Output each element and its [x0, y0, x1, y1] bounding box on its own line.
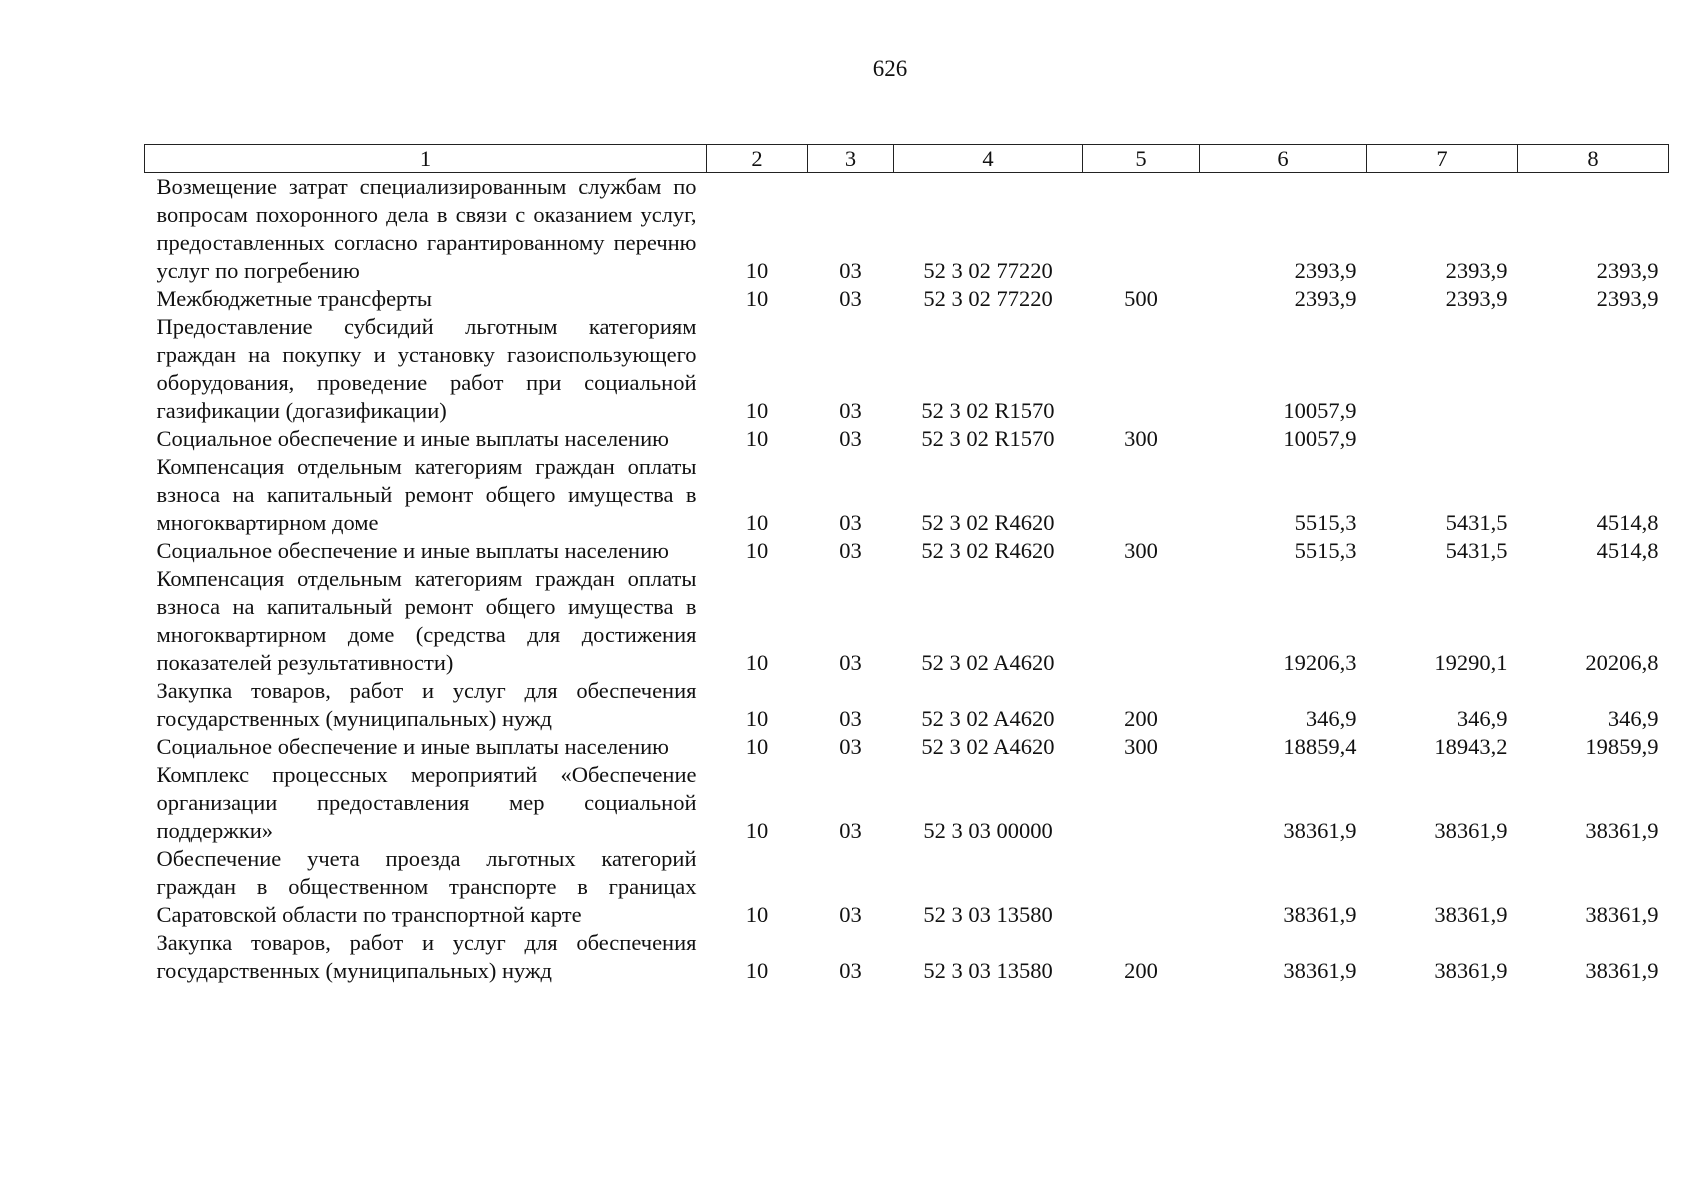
row-value-6: 38361,9 [1283, 958, 1357, 983]
row-target-code: 52 3 02 R1570 [921, 426, 1055, 451]
row-subsection: 03 [839, 958, 862, 983]
row-name: Социальное обеспечение и иные выплаты населению [156, 538, 669, 563]
row-section: 10 [745, 958, 769, 983]
row-expense-type [1083, 173, 1200, 286]
row-target-code: 52 3 02 R1570 [921, 398, 1055, 423]
row-value-7: 38361,9 [1434, 818, 1508, 843]
row-subsection: 03 [839, 398, 862, 423]
row-target-code: 52 3 03 13580 [923, 958, 1053, 983]
row-value-7: 2393,9 [1445, 258, 1508, 283]
column-header-8: 8 [1518, 145, 1669, 173]
row-expense-type [1083, 453, 1200, 537]
row-expense-type: 300 [1124, 734, 1158, 759]
row-value-7: 5431,5 [1445, 510, 1508, 535]
row-section: 10 [745, 902, 769, 927]
row-name: Закупка товаров, работ и услуг для обеспечения государственных (муниципальных) нужд [156, 678, 697, 731]
row-value-7: 19290,1 [1434, 650, 1508, 675]
row-section: 10 [745, 706, 769, 731]
row-subsection: 03 [839, 818, 862, 843]
row-subsection: 03 [839, 902, 862, 927]
table-body [145, 173, 1669, 986]
table-row [145, 565, 1669, 677]
row-section: 10 [745, 818, 769, 843]
row-name: Комплекс процессных мероприятий «Обеспечение организации предоставления мер социальной поддержки» [156, 762, 697, 843]
row-subsection: 03 [839, 286, 862, 311]
row-value-8: 4514,8 [1596, 538, 1659, 563]
row-name: Социальное обеспечение и иные выплаты населению [156, 734, 669, 759]
table-row [145, 929, 1669, 985]
row-section: 10 [745, 734, 769, 759]
row-section: 10 [745, 258, 769, 283]
row-value-6: 346,9 [1305, 706, 1357, 731]
row-name: Компенсация отдельным категориям граждан оплаты взноса на капитальный ремонт общего имущества в многоквартирном доме (средства для достижения показателей результативности) [156, 566, 697, 675]
table-row [145, 173, 1669, 286]
row-value-8: 38361,9 [1585, 902, 1659, 927]
row-value-6: 38361,9 [1283, 902, 1357, 927]
row-section: 10 [745, 650, 769, 675]
row-target-code: 52 3 02 77220 [923, 286, 1053, 311]
row-value-6: 10057,9 [1283, 426, 1357, 451]
row-value-8: 38361,9 [1585, 818, 1659, 843]
row-value-6: 2393,9 [1294, 286, 1357, 311]
row-value-8: 2393,9 [1596, 258, 1659, 283]
row-value-6: 19206,3 [1283, 650, 1357, 675]
row-value-8 [1518, 313, 1669, 425]
row-subsection: 03 [839, 538, 862, 563]
table-row [145, 845, 1669, 929]
row-section: 10 [745, 538, 769, 563]
row-expense-type: 200 [1124, 958, 1158, 983]
row-value-6: 5515,3 [1294, 510, 1357, 535]
row-subsection: 03 [839, 706, 862, 731]
page-number: 626 [872, 56, 908, 81]
table-row [145, 677, 1669, 733]
row-section: 10 [745, 426, 769, 451]
row-name: Компенсация отдельным категориям граждан оплаты взноса на капитальный ремонт общего имущества в многоквартирном доме [156, 454, 697, 535]
row-expense-type: 300 [1124, 426, 1158, 451]
row-subsection: 03 [839, 258, 862, 283]
column-header-5: 5 [1083, 145, 1200, 173]
row-section: 10 [745, 398, 769, 423]
row-subsection: 03 [839, 510, 862, 535]
budget-table [144, 144, 1669, 985]
row-value-7: 38361,9 [1434, 958, 1508, 983]
row-value-8: 19859,9 [1585, 734, 1659, 759]
row-value-7 [1367, 313, 1518, 425]
row-value-6: 18859,4 [1283, 734, 1357, 759]
row-value-6: 38361,9 [1283, 818, 1357, 843]
row-section: 10 [745, 286, 769, 311]
row-expense-type: 300 [1124, 538, 1158, 563]
table-row [145, 733, 1669, 761]
row-value-8 [1518, 425, 1669, 453]
row-name: Социальное обеспечение и иные выплаты населению [156, 426, 669, 451]
row-value-7: 5431,5 [1445, 538, 1508, 563]
row-value-7: 2393,9 [1445, 286, 1508, 311]
row-name: Возмещение затрат специализированным службам по вопросам похоронного дела в связи с оказанием услуг, предоставленных согласно гарантированному перечню услуг по погребению [156, 174, 697, 283]
column-header-3: 3 [808, 145, 894, 173]
row-target-code: 52 3 02 R4620 [921, 510, 1055, 535]
row-name: Обеспечение учета проезда льготных категорий граждан в общественном транспорте в границах Саратовской области по транспортной карте [156, 846, 697, 927]
row-value-7 [1367, 425, 1518, 453]
table-header [145, 145, 1669, 173]
row-value-8: 20206,8 [1585, 650, 1659, 675]
row-name: Межбюджетные трансферты [156, 286, 432, 311]
row-section: 10 [745, 510, 769, 535]
column-header-7: 7 [1367, 145, 1518, 173]
row-target-code: 52 3 03 00000 [923, 818, 1053, 843]
row-expense-type [1083, 565, 1200, 677]
row-expense-type: 500 [1124, 286, 1158, 311]
row-value-8: 346,9 [1607, 706, 1659, 731]
row-target-code: 52 3 02 A4620 [921, 650, 1055, 675]
row-target-code: 52 3 02 77220 [923, 258, 1053, 283]
header-row [145, 145, 1669, 173]
row-target-code: 52 3 02 A4620 [921, 706, 1055, 731]
row-expense-type [1083, 313, 1200, 425]
row-value-7: 346,9 [1456, 706, 1508, 731]
table-row [145, 313, 1669, 425]
row-value-7: 38361,9 [1434, 902, 1508, 927]
row-name: Закупка товаров, работ и услуг для обеспечения государственных (муниципальных) нужд [156, 930, 697, 983]
table-row [145, 761, 1669, 845]
row-target-code: 52 3 02 A4620 [921, 734, 1055, 759]
table-row [145, 285, 1669, 313]
row-subsection: 03 [839, 650, 862, 675]
row-subsection: 03 [839, 426, 862, 451]
column-header-2: 2 [707, 145, 808, 173]
row-value-7: 18943,2 [1434, 734, 1508, 759]
column-header-6: 6 [1200, 145, 1367, 173]
row-value-6: 5515,3 [1294, 538, 1357, 563]
column-header-1: 1 [145, 145, 707, 173]
column-header-4: 4 [894, 145, 1083, 173]
row-name: Предоставление субсидий льготным категориям граждан на покупку и установку газоиспользующего оборудования, проведение работ при социальной газификации (догазификации) [156, 314, 697, 423]
row-target-code: 52 3 02 R4620 [921, 538, 1055, 563]
row-value-8: 38361,9 [1585, 958, 1659, 983]
row-target-code: 52 3 03 13580 [923, 902, 1053, 927]
row-value-6: 2393,9 [1294, 258, 1357, 283]
table-row [145, 453, 1669, 537]
row-expense-type [1083, 761, 1200, 845]
table-row [145, 537, 1669, 565]
table-row [145, 425, 1669, 453]
row-subsection: 03 [839, 734, 862, 759]
row-value-6: 10057,9 [1283, 398, 1357, 423]
row-value-8: 4514,8 [1596, 510, 1659, 535]
row-expense-type: 200 [1124, 706, 1158, 731]
row-expense-type [1083, 845, 1200, 929]
row-value-8: 2393,9 [1596, 286, 1659, 311]
